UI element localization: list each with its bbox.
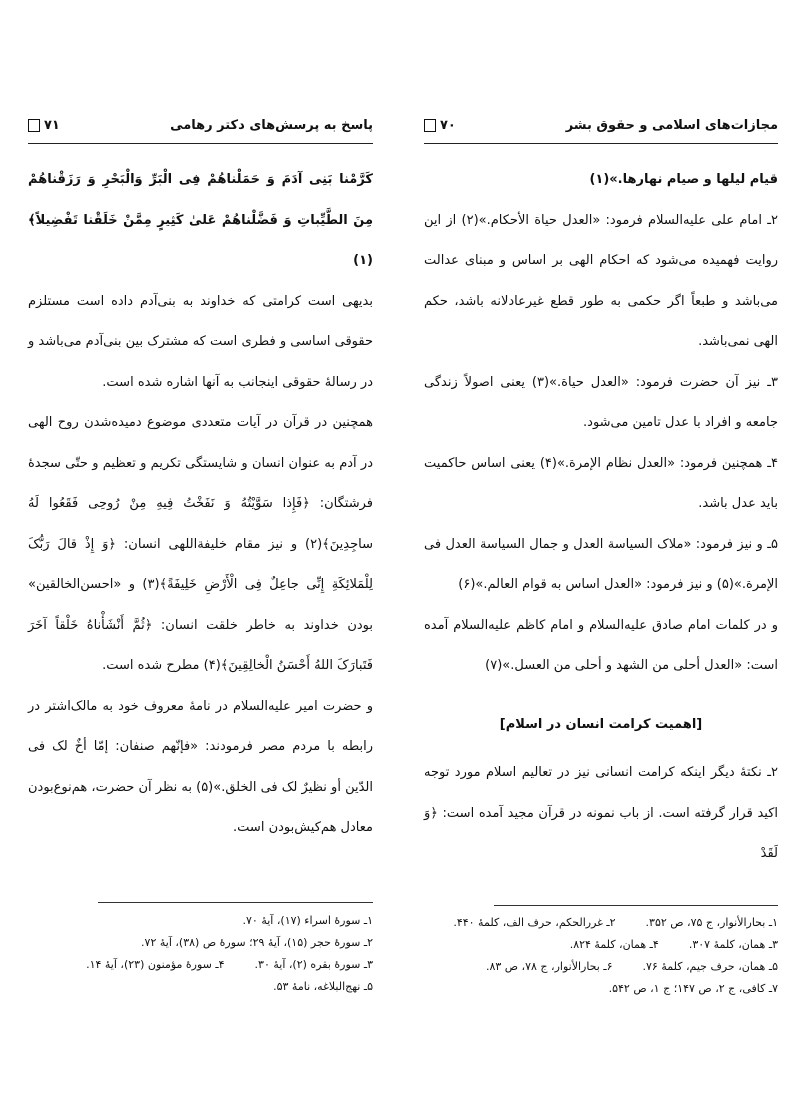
page-70: [424, 0, 778, 1100]
footnote: ۳ـ همان، کلمهٔ ۳۰۷.: [688, 938, 778, 951]
section-heading: [اهمیت کرامت انسان در اسلام]: [499, 716, 703, 732]
footnote-row: [28, 910, 373, 932]
footnote-row: [424, 956, 778, 978]
paragraph: ۳ـ نیز آن حضرت فرمود: «العدل حیاة.»(۳) یعنی اصولاً زندگی جامعه و افراد با عدل تامین می‌شود.: [424, 374, 778, 430]
footnote: ۲ـ غررالحکم، حرف الف، کلمهٔ ۴۴۰.: [453, 916, 616, 929]
footnote-rule: [98, 902, 373, 903]
footnote: ۵ـ نهج‌البلاغه، نامهٔ ۵۳.: [273, 980, 373, 993]
paragraph: و در کلمات امام صادق‌ عليه‌السلام و امام کاظم‌ عليه‌السلام آمده است: «العدل أحلی من الشهد و أحلی من العسل.»(۷): [424, 617, 778, 673]
page-number: ۷۱: [28, 118, 60, 133]
footnote-row: [28, 932, 373, 954]
page-body: [28, 160, 373, 849]
footnote: ۱ـ بحارالأنوار، ج ۷۵، ص ۳۵۲.: [645, 916, 778, 929]
header-rule: [28, 143, 373, 144]
footnote: ۱ـ سورهٔ اسراء (۱۷)، آیهٔ ۷۰.: [242, 914, 373, 927]
footnote-row: [424, 934, 778, 956]
header-rule: [424, 143, 778, 144]
page-71: [28, 0, 373, 1100]
footnote: ۲ـ سورهٔ حجر (۱۵)، آیهٔ ۲۹؛ سورهٔ ص (۳۸)، آیهٔ ۷۲.: [141, 936, 373, 949]
running-title: پاسخ به پرسش‌های دکتر رهامی: [170, 118, 373, 133]
footnote-row: [28, 976, 373, 998]
footnotes: [424, 912, 778, 1000]
page-header: [28, 118, 373, 142]
page-body: [424, 160, 778, 875]
paragraph: همچنین در قرآن در آیات متعددی موضوع دمیده‌شدن روح الهی در آدم به عنوان انسان و شایستگی تکریم و تعظیم و حتّی سجدهٔ فرشتگان: ﴿فَإِذا سَوَّیْتُهُ وَ نَفَخْتُ فِیهِ مِنْ رُوحِی فَقَعُوا لَهُ ساجِدِینَ﴾(۲) و نیز مقام خلیفةاللهی انسان: ﴿وَ إِذْ قالَ رَبُّکَ لِلْمَلائِکَةِ إِنِّی جاعِلٌ فِی الْأَرْضِ خَلِیفَةً﴾(۳) و «احسن‌الخالقین» بودن خداوند به خاطر خلقت انسان: ﴿ثُمَّ أَنْشَأْناهُ خَلْقاً آخَرَ فَتَبارَکَ اللهُ أَحْسَنُ الْخالِقِینَ﴾(۴) مطرح شده است.: [28, 415, 373, 673]
page-header: [424, 118, 778, 142]
running-title: مجازات‌های اسلامی و حقوق بشر: [565, 118, 778, 133]
footnote: ۶ـ بحارالأنوار، ج ۷۸، ص ۸۳.: [485, 960, 613, 973]
paragraph: قیام لیلها و صیام نهارها.»(۱): [589, 172, 778, 187]
square-ornament-icon: [424, 119, 436, 132]
page-number: ۷۰: [424, 118, 456, 133]
footnote: ۴ـ سورهٔ مؤمنون (۲۳)، آیهٔ ۱۴.: [86, 958, 225, 971]
footnotes: [28, 910, 373, 998]
paragraph: و حضرت امیر عليه‌السلام در نامهٔ معروف خود به مالک‌اشتر در رابطه با مردم مصر فرمودند: «فإنّهم صنفان: إمّا أخٌ لک فی الدّین أو نظیرٌ لک فی الخلق.»(۵) به نظر آن حضرت، هم‌نوع‌بودن معادل هم‌کیش‌بودن است.: [28, 698, 373, 835]
footnote-rule: [494, 905, 778, 906]
footnote: ۳ـ سورهٔ بقره (۲)، آیهٔ ۳۰.: [254, 958, 373, 971]
paragraph: ۲ـ نکتهٔ دیگر اینکه کرامت انسانی نیز در تعالیم اسلام مورد توجه اکید قرار گرفته است. از باب نمونه در قرآن مجید آمده است: ﴿وَ لَقَدْ: [424, 765, 778, 861]
footnote-row: [424, 912, 778, 934]
paragraph: بدیهی است کرامتی که خداوند به بنی‌آدم داده است مستلزم حقوقی اساسی و فطری است که مشترک بین بنی‌آدم می‌باشد و در رسالهٔ حقوقی اینجانب به آنها اشاره شده است.: [28, 293, 373, 390]
paragraph: کَرَّمْنا بَنِی آدَمَ وَ حَمَلْناهُمْ فِی الْبَرِّ وَالْبَحْرِ وَ رَزَقْناهُمْ مِنَ الطَّیِّباتِ وَ فَضَّلْناهُمْ عَلیٰ کَثِیرٍ مِمَّنْ خَلَقْنا تَفْضِیلاً﴾(۱): [28, 172, 373, 268]
footnote-row: [424, 978, 778, 1000]
footnote: ۴ـ همان، کلمهٔ ۸۲۴.: [569, 938, 659, 951]
square-ornament-icon: [28, 119, 40, 132]
footnote: ۵ـ همان، حرف جیم، کلمهٔ ۷۶.: [642, 960, 778, 973]
paragraph: ۵ـ و نیز فرمود: «ملاک السیاسة العدل و جمال السیاسة العدل فی الإمرة.»(۵) و نیز فرمود: «العدل اساس به قوام العالم.»(۶): [424, 536, 778, 592]
paragraph: ۲ـ امام علی‌ عليه‌السلام فرمود: «العدل حیاة الأحکام.»(۲) از این روایت فهمیده می‌شود که احکام الهی بر اساس و مبنای عدالت می‌باشد و طبعاً اگر حکمی به طور قطع غیرعادلانه باشد، حکم الهی نمی‌باشد.: [424, 212, 778, 349]
footnote-row: [28, 954, 373, 976]
paragraph: ۴ـ همچنین فرمود: «العدل نظام الإمرة.»(۴) یعنی اساس حاکمیت باید عدل باشد.: [424, 455, 779, 511]
footnote: ۷ـ کافی، ج ۲، ص ۱۴۷؛ ج ۱، ص ۵۴۲.: [608, 982, 778, 995]
